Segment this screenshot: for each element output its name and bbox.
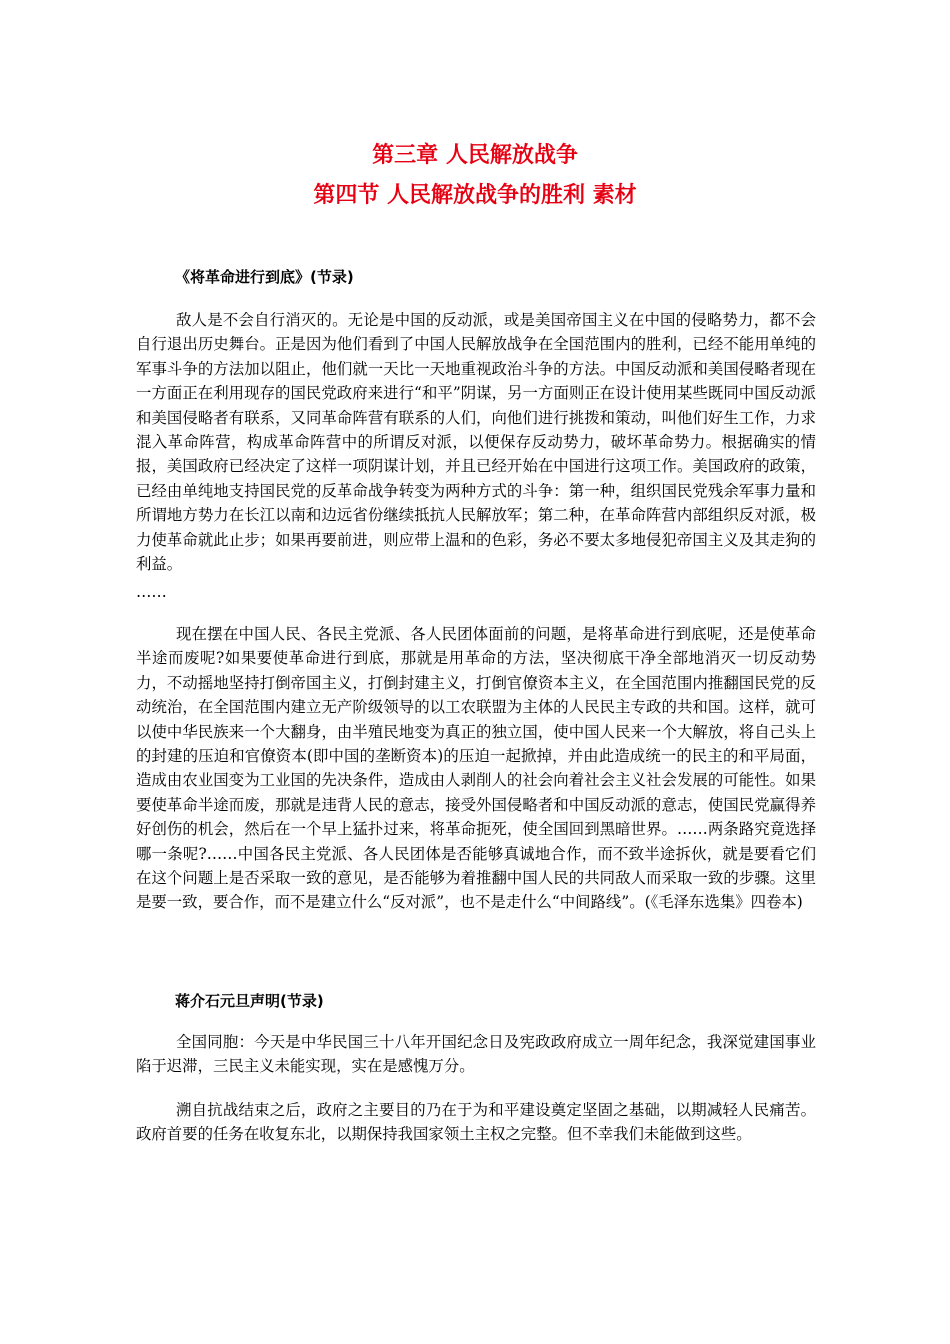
excerpt-heading-revolution: 《将革命进行到底》(节录) xyxy=(175,268,354,286)
body-paragraph: 全国同胞：今天是中华民国三十八年开国纪念日及宪政政府成立一周年纪念，我深觉建国事业陷于迟滞，三民主义未能实现，实在是感愧万分。 xyxy=(136,1033,816,1076)
ellipsis-line: …… xyxy=(136,583,167,601)
body-paragraph: 溯自抗战结束之后，政府之主要目的乃在于为和平建设奠定坚固之基础，以期减轻人民痛苦。政府首要的任务在收复东北，以期保持我国家领土主权之完整。但不幸我们未能做到这些。 xyxy=(136,1101,816,1144)
section-title: 第四节 人民解放战争的胜利 素材 xyxy=(313,183,637,208)
chapter-title: 第三章 人民解放战争 xyxy=(372,143,578,168)
body-paragraph: 敌人是不会自行消灭的。无论是中国的反动派，或是美国帝国主义在中国的侵略势力，都不会自行退出历史舞台。正是因为他们看到了中国人民解放战争在全国范围内的胜利，已经不能用单纯的军事斗争的方法加以阻止，他们就一天比一天地重视政治斗争的方法。中国反动派和美国侵略者现在一方面正在利用现存的国民党政府来进行“和平”阴谋，另一方面则正在设计使用某些既同中国反动派和美国侵略者有联系，又同革命阵营有联系的人们，向他们进行挑拨和策动，叫他们好生工作，力求混入革命阵营，构成革命阵营中的所谓反对派，以便保存反动势力，破坏革命势力。根据确实的情报，美国政府已经决定了这样一项阴谋计划，并且已经开始在中国进行这项工作。美国政府的政策，已经由单纯地支持国民党的反革命战争转变为两种方式的斗争：第一种，组织国民党残余军事力量和所谓地方势力在长江以南和边远省份继续抵抗人民解放军；第二种，在革命阵营内部组织反对派，极力使革命就此止步；如果再要前进，则应带上温和的色彩，务必不要太多地侵犯帝国主义及其走狗的利益。 xyxy=(136,311,816,574)
excerpt-heading-new-year-statement: 蒋介石元旦声明(节录) xyxy=(175,992,324,1010)
body-paragraph: 现在摆在中国人民、各民主党派、各人民团体面前的问题，是将革命进行到底呢，还是使革命半途而废呢?如果要使革命进行到底，那就是用革命的方法，坚决彻底干净全部地消灭一切反动势力，不动摇地坚持打倒帝国主义，打倒封建主义，打倒官僚资本主义，在全国范围内推翻国民党的反动统治，在全国范围内建立无产阶级领导的以工农联盟为主体的人民民主专政的共和国。这样，就可以使中华民族来一个大翻身，由半殖民地变为真正的独立国，使中国人民来一个大解放，将自己头上的封建的压迫和官僚资本(即中国的垄断资本)的压迫一起掀掉，并由此造成统一的民主的和平局面，造成由农业国变为工业国的先决条件，造成由人剥削人的社会向着社会主义社会发展的可能性。如果要使革命半途而废，那就是违背人民的意志，接受外国侵略者和中国反动派的意志，使国民党赢得养好创伤的机会，然后在一个早上猛扑过来，将革命扼死，使全国回到黑暗世界。……两条路究竟选择哪一条呢?……中国各民主党派、各人民团体是否能够真诚地合作，而不致半途拆伙，就是要看它们在这个问题上是否采取一致的意见，是否能够为着推翻中国人民的共同敌人而采取一致的步骤。这里是要一致，要合作，而不是建立什么“反对派”，也不是走什么“中间路线”。(《毛泽东选集》四卷本) xyxy=(136,625,816,912)
